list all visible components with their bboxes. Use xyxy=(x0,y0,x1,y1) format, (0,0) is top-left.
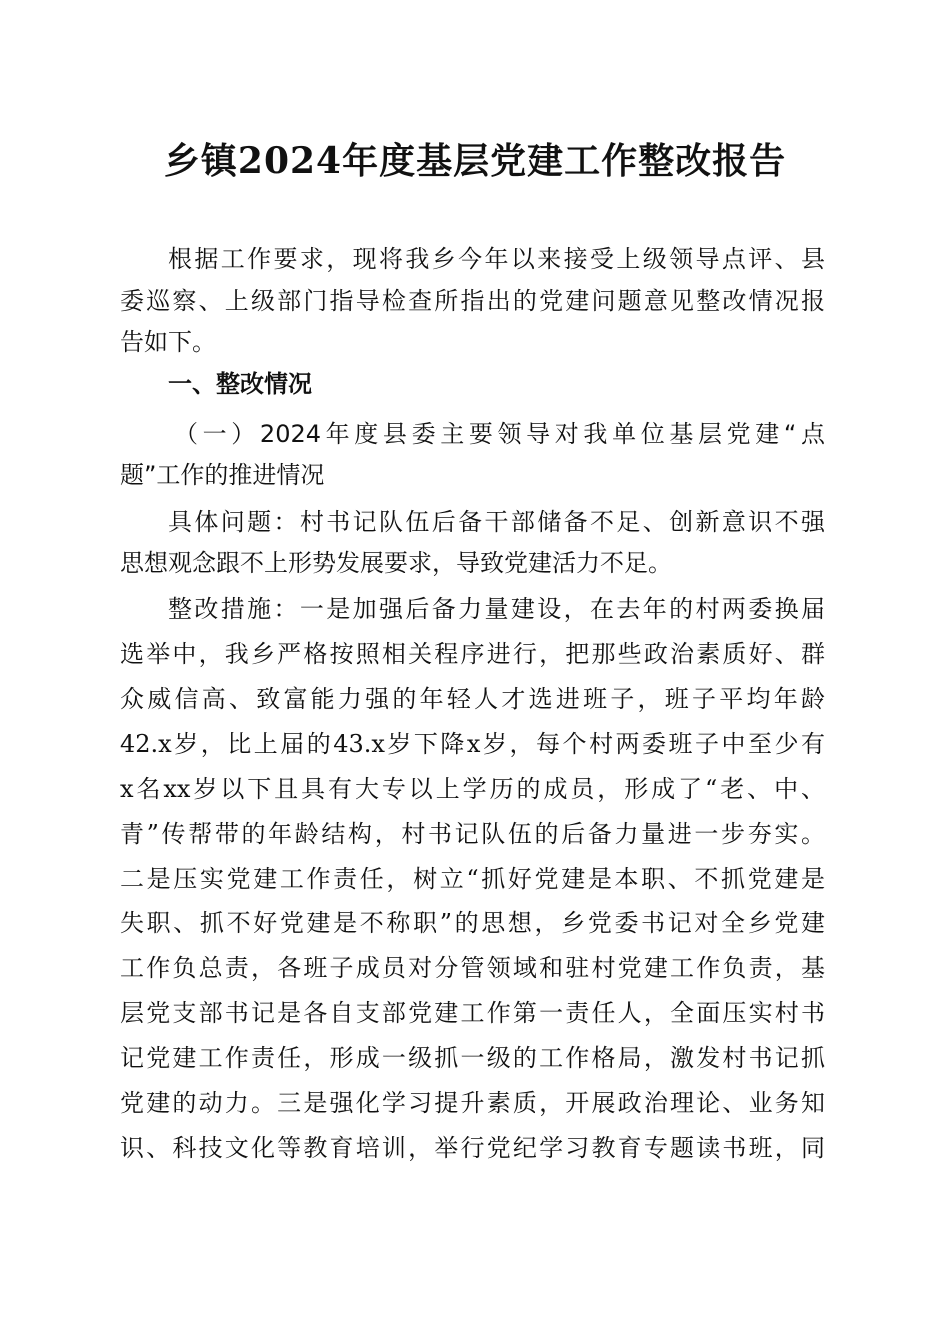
text-line: 选举中，我乡严格按照相关程序进行，把那些政治素质好、群 xyxy=(120,640,825,668)
text-line: 整改措施：一是加强后备力量建设，在去年的村两委换届 xyxy=(168,595,825,623)
text-line: 委巡察、上级部门指导检查所指出的党建问题意见整改情况报 xyxy=(120,287,825,315)
text-line: 二是压实党建工作责任，树立“抓好党建是本职、不抓党建是 xyxy=(120,865,825,893)
text-line: 告如下。 xyxy=(120,328,216,356)
text-line: 思想观念跟不上形势发展要求，导致党建活力不足。 xyxy=(120,549,672,577)
text-line: 党建的动力。三是强化学习提升素质，开展政治理论、业务知 xyxy=(120,1089,825,1117)
text-line: 识、科技文化等教育培训，举行党纪学习教育专题读书班，同 xyxy=(120,1134,825,1162)
text-line: 根据工作要求，现将我乡今年以来接受上级领导点评、县 xyxy=(168,245,825,273)
text-line: 工作负总责，各班子成员对分管领域和驻村党建工作负责，基 xyxy=(120,954,825,982)
text-line: 层党支部书记是各自支部党建工作第一责任人，全面压实村书 xyxy=(120,999,825,1027)
document-title: 乡镇2024年度基层党建工作整改报告 xyxy=(163,140,787,182)
text-line: 具体问题：村书记队伍后备干部储备不足、创新意识不强 xyxy=(168,508,825,536)
subsection-heading: 题”工作的推进情况 xyxy=(120,461,325,489)
text-line: 42.x岁，比上届的43.x岁下降x岁，每个村两委班子中至少有 xyxy=(120,730,825,758)
subsection-heading: （一）2024年度县委主要领导对我单位基层党建“点 xyxy=(174,420,825,448)
text-line: x名xx岁以下且具有大专以上学历的成员，形成了“老、中、 xyxy=(120,775,825,803)
text-line: 青”传帮带的年龄结构，村书记队伍的后备力量进一步夯实。 xyxy=(120,820,825,848)
text-line: 众威信高、致富能力强的年轻人才选进班子，班子平均年龄 xyxy=(120,685,825,713)
text-line: 失职、抓不好党建是不称职”的思想，乡党委书记对全乡党建 xyxy=(120,909,825,937)
text-line: 记党建工作责任，形成一级抓一级的工作格局，激发村书记抓 xyxy=(120,1044,825,1072)
section-heading: 一、整改情况 xyxy=(168,370,312,398)
